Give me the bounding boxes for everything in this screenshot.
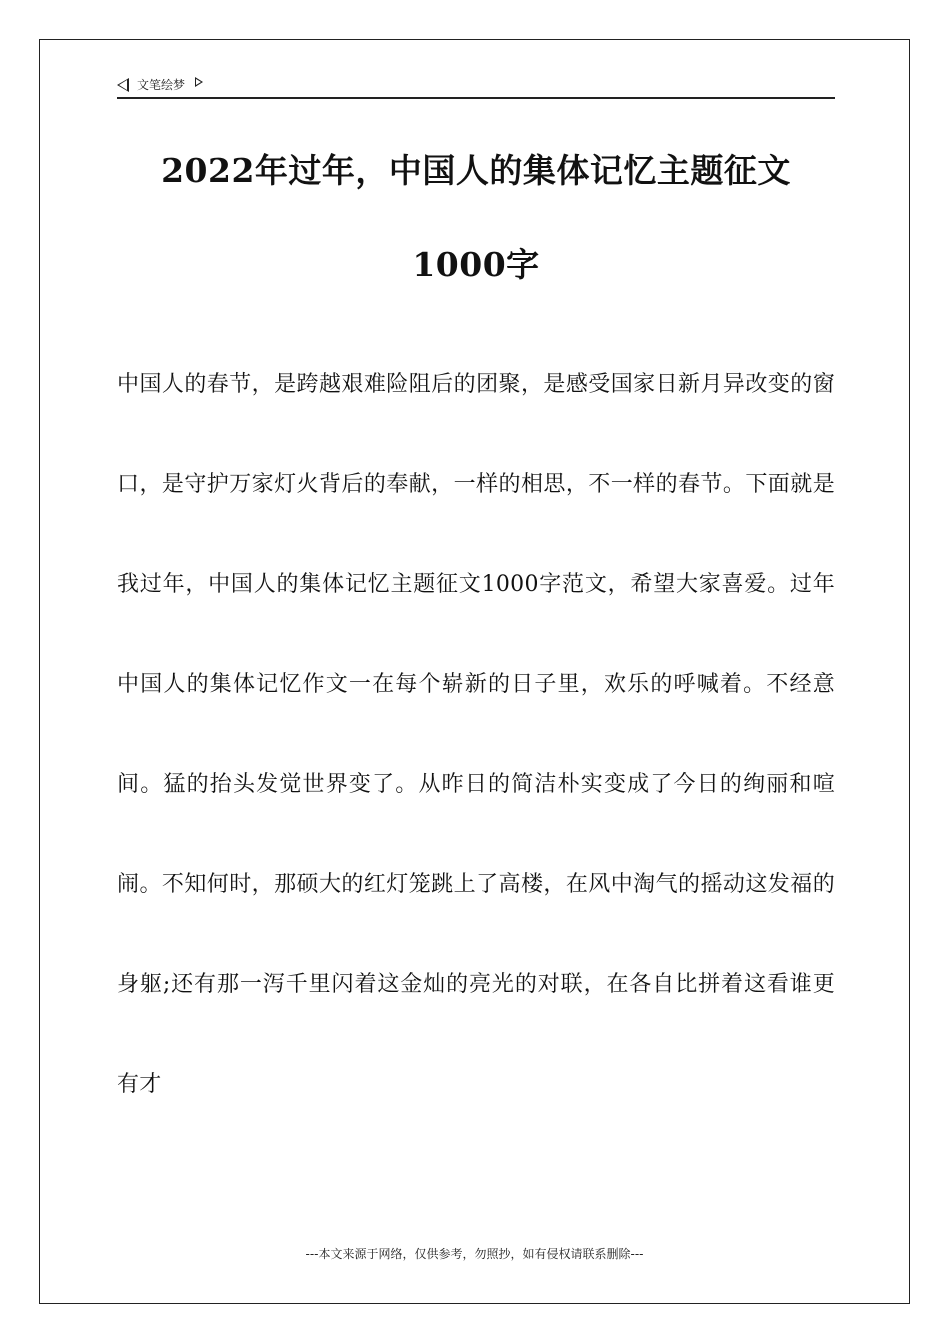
header-brand — [117, 76, 203, 93]
document-body: 中国人的春节，是跨越艰难险阻后的团聚，是感受国家日新月异改变的窗口，是守护万家灯火背后的奉献，一样的相思，不一样的春节。下面就是我过年，中国人的集体记忆主题征文1000字范文，希望大家喜爱。过年中国人的集体记忆作文一在每个崭新的日子里，欢乐的呼喊着。不经意间。猛的抬头发觉世界变了。从昨日的简洁朴实变成了今日的绚丽和喧闹。不知何时，那硕大的红灯笼跳上了高楼，在风中淘气的摇动这发福的身躯;还有那一泻千里闪着这金灿的亮光的对联，在各自比拼着这看谁更有才 — [117, 372, 835, 1097]
document-title: 2022年过年，中国人的集体记忆主题征文1000字 — [161, 151, 791, 284]
header-divider — [117, 97, 835, 99]
triangle-right-icon — [195, 77, 203, 87]
triangle-left-icon — [117, 78, 129, 92]
footer-notice: ---本文来源于网络，仅供参考，勿照抄，如有侵权请联系删除--- — [305, 1247, 644, 1261]
page-header — [117, 74, 835, 98]
brand-name: 文笔绘梦 — [137, 78, 186, 92]
